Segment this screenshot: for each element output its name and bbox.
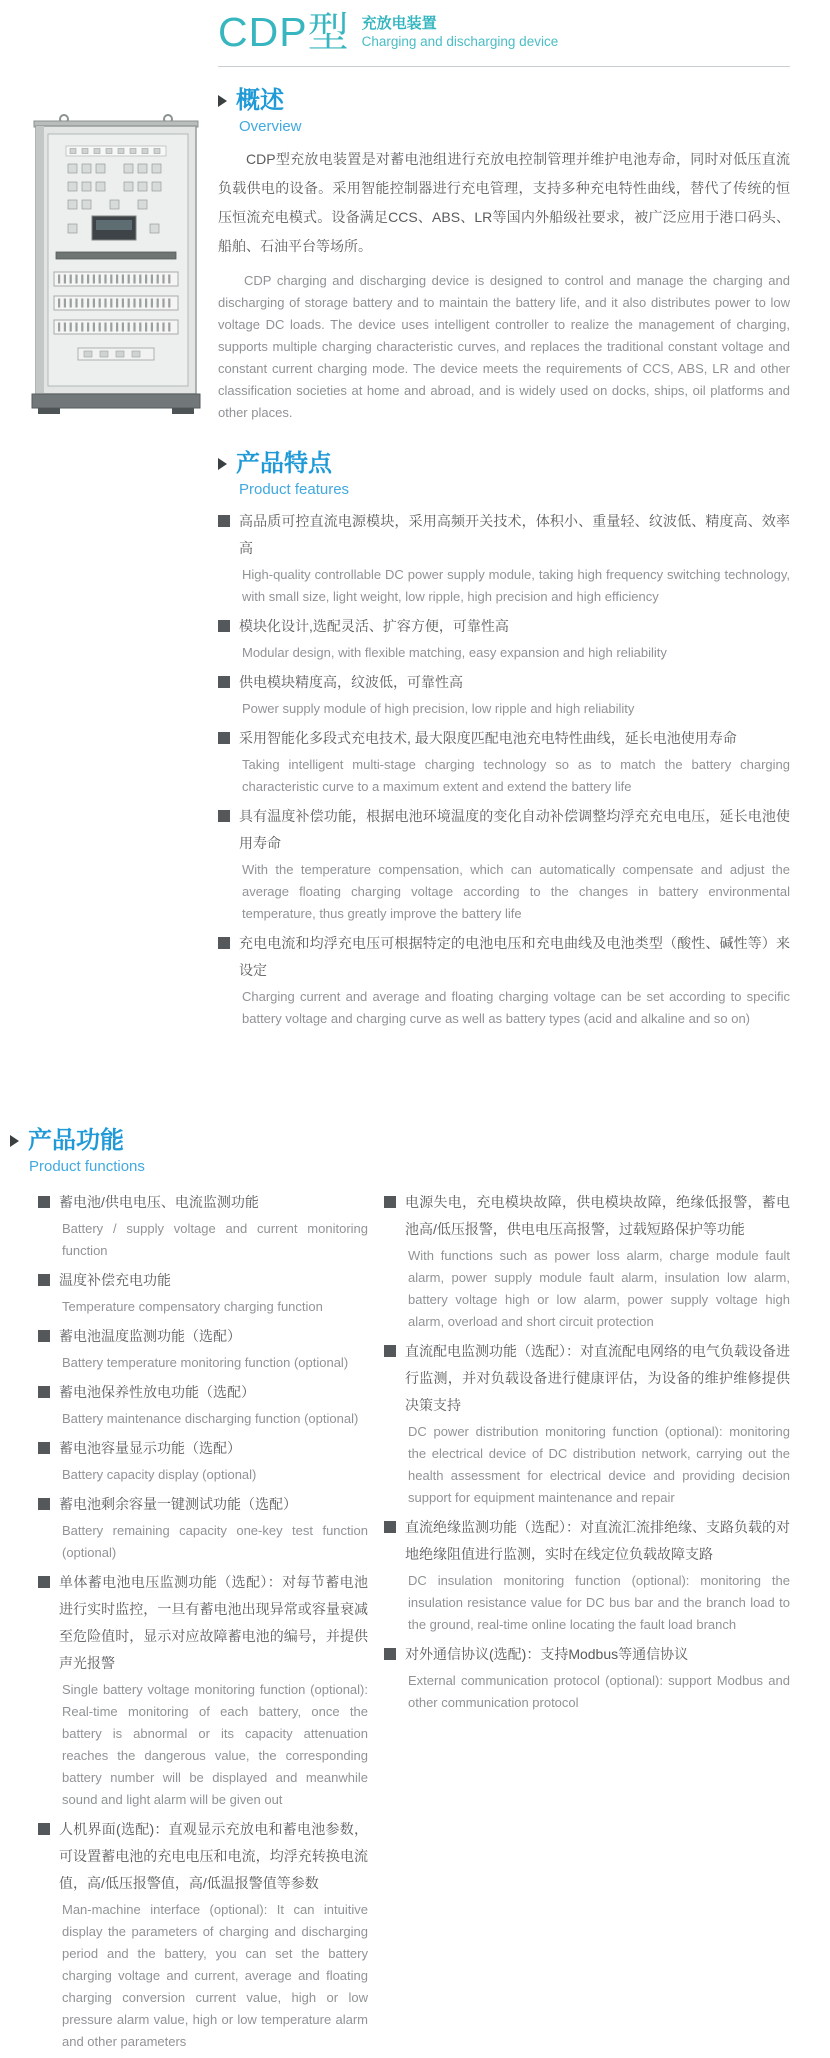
feature-text-cn: 供电模块精度高，纹波低，可靠性高 <box>239 674 463 690</box>
function-text-cn: 人机界面(选配)：直观显示充放电和蓄电池参数，可设置蓄电池的充电电压和电流，均浮充转换电流值，高/低压报警值，高/低温报警值等参数 <box>59 1821 368 1891</box>
function-text-cn: 蓄电池容量显示功能（选配） <box>59 1440 241 1456</box>
function-text-en: Battery / supply voltage and current monitoring function <box>62 1221 368 1258</box>
square-bullet-icon <box>384 1521 396 1533</box>
square-bullet-icon <box>38 1274 50 1286</box>
function-text-en: Battery temperature monitoring function (optional) <box>62 1355 349 1370</box>
functions-left-column <box>38 1189 368 2058</box>
function-item <box>38 1435 368 1486</box>
function-text-en: Single battery voltage monitoring function (optional): Real-time monitoring of each battery, once the battery is abnormal or its capacity attenuation reaches the dangerous value, the corresponding battery number will be displayed and meanwhile sound and light alarm will be given out <box>62 1682 368 1807</box>
function-item <box>38 1189 368 1262</box>
function-text-en: DC power distribution monitoring function (optional): monitoring the electrical device of DC distribution network, carrying out the health assessment for electrical device and providing decision support for equipment maintenance and repair <box>408 1424 790 1505</box>
triangle-bullet-icon <box>218 95 227 107</box>
functions-heading-en: Product functions <box>29 1158 145 1175</box>
feature-text-cn: 高品质可控直流电源模块，采用高频开关技术，体积小、重量轻、纹波低、精度高、效率高 <box>239 513 790 556</box>
square-bullet-icon <box>384 1648 396 1660</box>
function-text-cn: 蓄电池/供电电压、电流监测功能 <box>59 1194 259 1210</box>
overview-heading-cn: 概述 <box>236 87 284 114</box>
function-text-en: With functions such as power loss alarm, charge module fault alarm, power supply module fault alarm, insulation low alarm, battery voltage high or low alarm, power supply voltage high alarm, overload and short circuit protection <box>408 1248 790 1329</box>
feature-text-en: Charging current and average and floating charging voltage can be set according to specific battery voltage and charging curve as well as battery types (acid and alkaline and so on) <box>242 989 790 1026</box>
square-bullet-icon <box>218 676 230 688</box>
triangle-bullet-icon <box>218 458 227 470</box>
feature-text-cn: 采用智能化多段式充电技术, 最大限度匹配电池充电特性曲线，延长电池使用寿命 <box>239 730 737 746</box>
function-text-en: Battery remaining capacity one-key test function (optional) <box>62 1523 368 1560</box>
function-text-en: Man-machine interface (optional): It can intuitive display the parameters of charging and discharging period and the battery, you can set the battery charging voltage and current, average and floating charging conversion current value, high or low pressure alarm value, high or low temperature alarm and other parameters <box>62 1902 368 2049</box>
function-text-cn: 直流配电监测功能（选配）：对直流配电网络的电气负载设备进行监测，并对负载设备进行健康评估，为设备的维护维修提供决策支持 <box>405 1343 790 1413</box>
features-section <box>218 450 790 1030</box>
device-name-en: Charging and discharging device <box>361 34 559 49</box>
square-bullet-icon <box>218 810 230 822</box>
feature-item <box>218 725 790 798</box>
square-bullet-icon <box>38 1330 50 1342</box>
function-item <box>384 1189 790 1333</box>
square-bullet-icon <box>38 1442 50 1454</box>
function-text-en: Temperature compensatory charging function <box>62 1299 323 1314</box>
overview-heading-en: Overview <box>239 118 302 135</box>
overview-section <box>218 87 790 424</box>
title-divider <box>218 66 790 67</box>
function-item <box>38 1491 368 1564</box>
model-name: CDP型 <box>218 9 350 55</box>
function-item <box>38 1267 368 1318</box>
square-bullet-icon <box>38 1196 50 1208</box>
feature-text-en: Power supply module of high precision, low ripple and high reliability <box>242 701 635 716</box>
square-bullet-icon <box>38 1576 50 1588</box>
square-bullet-icon <box>218 732 230 744</box>
square-bullet-icon <box>384 1345 396 1357</box>
function-text-cn: 对外通信协议(选配)：支持Modbus等通信协议 <box>405 1646 689 1662</box>
function-item <box>38 1569 368 1811</box>
feature-text-cn: 充电电流和均浮充电压可根据特定的电池电压和充电曲线及电池类型（酸性、碱性等）来设定 <box>239 935 790 978</box>
feature-text-cn: 模块化设计,选配灵活、扩容方便，可靠性高 <box>239 618 509 634</box>
function-text-cn: 温度补偿充电功能 <box>59 1272 171 1288</box>
function-text-cn: 电源失电，充电模块故障，供电模块故障，绝缘低报警，蓄电池高/低压报警，供电电压高报警，过载短路保护等功能 <box>405 1194 790 1237</box>
page-title <box>218 10 790 54</box>
functions-heading-cn: 产品功能 <box>28 1127 124 1154</box>
square-bullet-icon <box>218 620 230 632</box>
function-text-en: Battery maintenance discharging function (optional) <box>62 1411 359 1426</box>
feature-item <box>218 930 790 1030</box>
square-bullet-icon <box>218 937 230 949</box>
functions-right-column <box>384 1189 790 2058</box>
function-text-en: External communication protocol (optional): support Modbus and other communication protocol <box>408 1673 790 1710</box>
features-heading-en: Product features <box>239 481 350 498</box>
feature-item <box>218 803 790 925</box>
function-item <box>384 1514 790 1636</box>
feature-item <box>218 669 790 720</box>
feature-item <box>218 508 790 608</box>
device-name-cn: 充放电装置 <box>361 15 437 32</box>
square-bullet-icon <box>384 1196 396 1208</box>
function-text-cn: 直流绝缘监测功能（选配）：对直流汇流排绝缘、支路负载的对地绝缘阻值进行监测，实时在线定位负载故障支路 <box>405 1519 790 1562</box>
triangle-bullet-icon <box>10 1135 19 1147</box>
figure-column <box>0 0 218 1035</box>
overview-paragraph-cn: CDP型充放电装置是对蓄电池组进行充放电控制管理并维护电池寿命，同时对低压直流负载供电的设备。采用智能控制器进行充电管理，支持多种充电特性曲线，替代了传统的恒压恒流充电模式。设备满足CCS、ABS、LR等国内外船级社要求，被广泛应用于港口码头、船舶、石油平台等场所。 <box>218 151 790 254</box>
square-bullet-icon <box>38 1823 50 1835</box>
function-text-en: Battery capacity display (optional) <box>62 1467 257 1482</box>
feature-text-cn: 具有温度补偿功能，根据电池环境温度的变化自动补偿调整均浮充充电电压，延长电池使用寿命 <box>239 808 790 851</box>
functions-section <box>0 1127 830 2058</box>
function-item <box>384 1338 790 1509</box>
function-item <box>38 1323 368 1374</box>
function-text-cn: 蓄电池温度监测功能（选配） <box>59 1328 241 1344</box>
feature-text-en: Modular design, with flexible matching, easy expansion and high reliability <box>242 645 667 660</box>
function-text-cn: 蓄电池保养性放电功能（选配） <box>59 1384 255 1400</box>
square-bullet-icon <box>38 1498 50 1510</box>
feature-text-en: High-quality controllable DC power supply module, taking high frequency switching technology, with small size, light weight, low ripple, high precision and high efficiency <box>242 567 790 604</box>
square-bullet-icon <box>218 515 230 527</box>
feature-item <box>218 613 790 664</box>
feature-text-en: With the temperature compensation, which can automatically compensate and adjust the average floating charging voltage according to the changes in battery environmental temperature, thus greatly improve the battery life <box>242 862 790 921</box>
square-bullet-icon <box>38 1386 50 1398</box>
function-text-cn: 蓄电池剩余容量一键测试功能（选配） <box>59 1496 297 1512</box>
overview-paragraph-en: CDP charging and discharging device is designed to control and manage the charging and discharging of storage battery and to maintain the battery life, and it also distributes power to low voltage DC loads. The device uses intelligent controller to realize the management of charging, supports multiple charging characteristic curves, and replaces the traditional constant voltage and constant current charging mode. The device meets the requirements of CCS, ABS, LR and other classification societies at home and abroad, and is widely used on docks, ships, oil platforms and other places. <box>218 273 790 420</box>
function-item <box>38 1816 368 2053</box>
feature-text-en: Taking intelligent multi-stage charging technology so as to match the battery charging characteristic curve to a maximum extent and extend the battery life <box>242 757 790 794</box>
features-heading-cn: 产品特点 <box>236 450 332 477</box>
function-item <box>38 1379 368 1430</box>
function-text-en: DC insulation monitoring function (optional): monitoring the insulation resistance value for DC bus bar and the branch load to the ground, real-time online locating the fault load branch <box>408 1573 790 1632</box>
function-text-cn: 单体蓄电池电压监测功能（选配）：对每节蓄电池进行实时监控，一旦有蓄电池出现异常或容量衰减至危险值时，显示对应故障蓄电池的编号，并提供声光报警 <box>59 1574 368 1671</box>
cabinet-image <box>30 112 202 418</box>
function-item <box>384 1641 790 1714</box>
